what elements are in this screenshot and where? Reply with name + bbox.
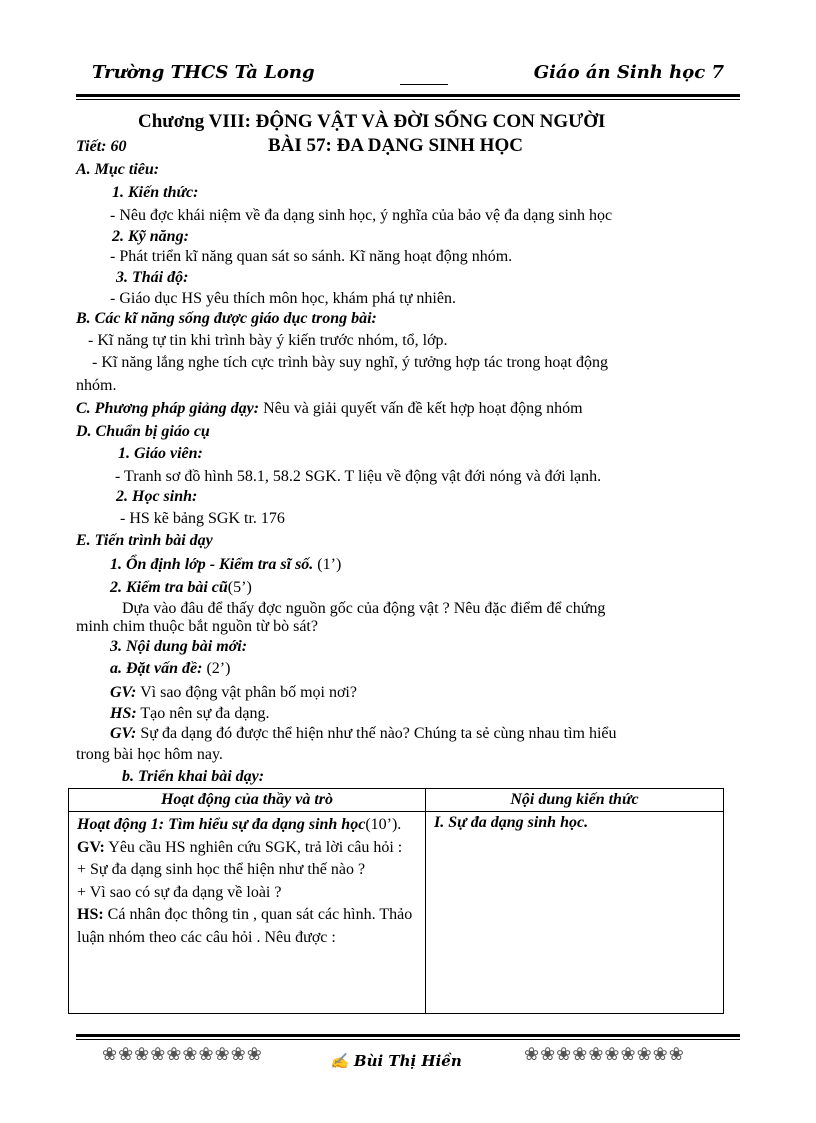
- section-e2-text1: Dựa vào đâu để thấy đợc nguồn gốc của động vật ? Nêu đặc điểm để chứng: [122, 600, 606, 617]
- section-e3: 3. Nội dung bài mới:: [110, 638, 248, 655]
- section-e3a-label: a. Đặt vấn đề:: [110, 660, 203, 677]
- header-rule-thin: [76, 99, 740, 100]
- section-a2-text: - Phát triển kĩ năng quan sát so sánh. Kĩ năng hoạt động nhóm.: [110, 248, 513, 265]
- activity-1-gv: [77, 837, 417, 860]
- content-heading-1: I. Sự đa dạng sinh học.: [434, 814, 589, 831]
- hs-text: Tạo nên sự đa dạng.: [136, 705, 270, 722]
- section-e1-label: 1. Ổn định lớp - Kiểm tra sĩ số.: [110, 556, 314, 573]
- gv-label: GV:: [110, 725, 137, 742]
- section-e3a-time: (2’): [202, 660, 231, 677]
- period: Tiết: 60: [76, 138, 127, 155]
- section-a1: 1. Kiến thức:: [112, 184, 199, 201]
- section-e2-text2: minh chim thuộc bắt nguồn từ bò sát?: [76, 618, 318, 635]
- section-b-text1: - Kĩ năng tự tin khi trình bày ý kiến trước nhóm, tổ, lớp.: [88, 332, 448, 349]
- author-name: Bùi Thị Hiền: [353, 1052, 462, 1070]
- gv-label: GV:: [110, 684, 137, 701]
- gv-text: Yêu cầu HS nghiên cứu SGK, trả lời câu hỏi :: [104, 838, 403, 856]
- section-d: D. Chuẩn bị giáo cụ: [76, 423, 210, 440]
- section-a3: 3. Thái độ:: [116, 269, 189, 286]
- section-b-text3: nhóm.: [76, 377, 117, 394]
- section-a3-text: - Giáo dục HS yêu thích môn học, khám phá tự nhiên.: [110, 290, 456, 307]
- table-cell-activity: [69, 812, 426, 1014]
- gv-question-2-cont: trong bài học hôm nay.: [76, 746, 223, 763]
- flower-border-left: ❀❀❀❀❀❀❀❀❀❀: [102, 1044, 263, 1064]
- header-rule: [76, 94, 740, 97]
- section-d2-text: - HS kẽ bảng SGK tr. 176: [120, 510, 285, 527]
- hs-answer-1: [110, 704, 269, 724]
- table-cell-content: [426, 812, 724, 1014]
- section-c-label: C. Phương pháp giảng dạy:: [76, 400, 260, 417]
- gv-text: Sự đa dạng đó được thể hiện như thế nào? Chúng ta sẻ cùng nhau tìm hiểu: [136, 725, 617, 742]
- section-d1: 1. Giáo viên:: [118, 445, 203, 462]
- section-e3b: b. Triển khai bài dạy:: [122, 768, 265, 785]
- activity-1: [77, 814, 417, 837]
- section-a: A. Mục tiêu:: [76, 161, 160, 178]
- hs-label: HS:: [110, 705, 137, 722]
- section-a2: 2. Kỹ năng:: [112, 228, 189, 245]
- pen-icon: ✍: [330, 1052, 349, 1070]
- section-d1-text: - Tranh sơ đồ hình 58.1, 58.2 SGK. T liệu về động vật đới nóng và đới lạnh.: [115, 468, 602, 485]
- section-e3a: [110, 659, 230, 679]
- header-subject: Giáo án Sinh học 7: [533, 62, 724, 83]
- activity-1-time: (10’).: [365, 816, 402, 833]
- section-e2-label: 2. Kiểm tra bài cũ: [110, 579, 228, 596]
- table-row: [69, 812, 724, 1014]
- header-school: Trường THCS Tà Long: [92, 62, 315, 83]
- section-e1-time: (1’): [313, 556, 342, 573]
- section-c-text: Nêu và giải quyết vấn đề kết hợp hoạt động nhóm: [259, 400, 583, 417]
- question-2: + Vì sao có sự đa dạng về loài ?: [77, 883, 282, 901]
- flower-border-right: ❀❀❀❀❀❀❀❀❀❀: [524, 1044, 685, 1064]
- table-header-activity: Hoạt động của thầy và trò: [69, 789, 426, 812]
- gv-label: GV:: [77, 838, 105, 856]
- table-header-row: [69, 789, 724, 812]
- section-b: B. Các kĩ năng sống được giáo dục trong bài:: [76, 310, 377, 327]
- question-1: + Sự đa dạng sinh học thể hiện như thế nào ?: [77, 861, 366, 878]
- section-d2: 2. Học sinh:: [116, 488, 198, 505]
- section-c: [76, 399, 583, 419]
- table-header-content: Nội dung kiến thức: [426, 789, 724, 812]
- header-divider: [400, 84, 448, 85]
- activity-1-title: Hoạt động 1: Tìm hiểu sự đa dạng sinh học: [77, 816, 366, 833]
- hs-text: Cá nhân đọc thông tin , quan sát các hình. Thảo luận nhóm theo các câu hỏi . Nêu được :: [77, 906, 413, 946]
- section-a1-text: - Nêu đợc khái niệm về đa dạng sinh học, ý nghĩa của bảo vệ đa dạng sinh học: [110, 207, 613, 224]
- gv-question-1: [110, 683, 357, 703]
- section-e2: [110, 578, 252, 598]
- footer-rule-thin: [76, 1039, 740, 1040]
- lesson-table: [68, 788, 724, 1014]
- chapter-title: Chương VIII: ĐỘNG VẬT VÀ ĐỜI SỐNG CON NGƯỜI: [138, 111, 606, 132]
- lesson-title: BÀI 57: ĐA DẠNG SINH HỌC: [268, 135, 523, 156]
- section-e2-time: (5’): [227, 579, 252, 596]
- gv-text: Vì sao động vật phân bố mọi nơi?: [136, 684, 357, 701]
- section-e1: [110, 555, 341, 575]
- activity-1-hs: [77, 904, 417, 949]
- hs-label: HS:: [77, 906, 104, 923]
- footer-author: [330, 1052, 462, 1070]
- footer-rule: [76, 1034, 740, 1037]
- section-e: E. Tiến trình bài dạy: [76, 532, 213, 549]
- section-b-text2: - Kĩ năng lắng nghe tích cực trình bày suy nghĩ, ý tưởng hợp tác trong hoạt động: [92, 354, 608, 371]
- gv-question-2: [110, 724, 617, 744]
